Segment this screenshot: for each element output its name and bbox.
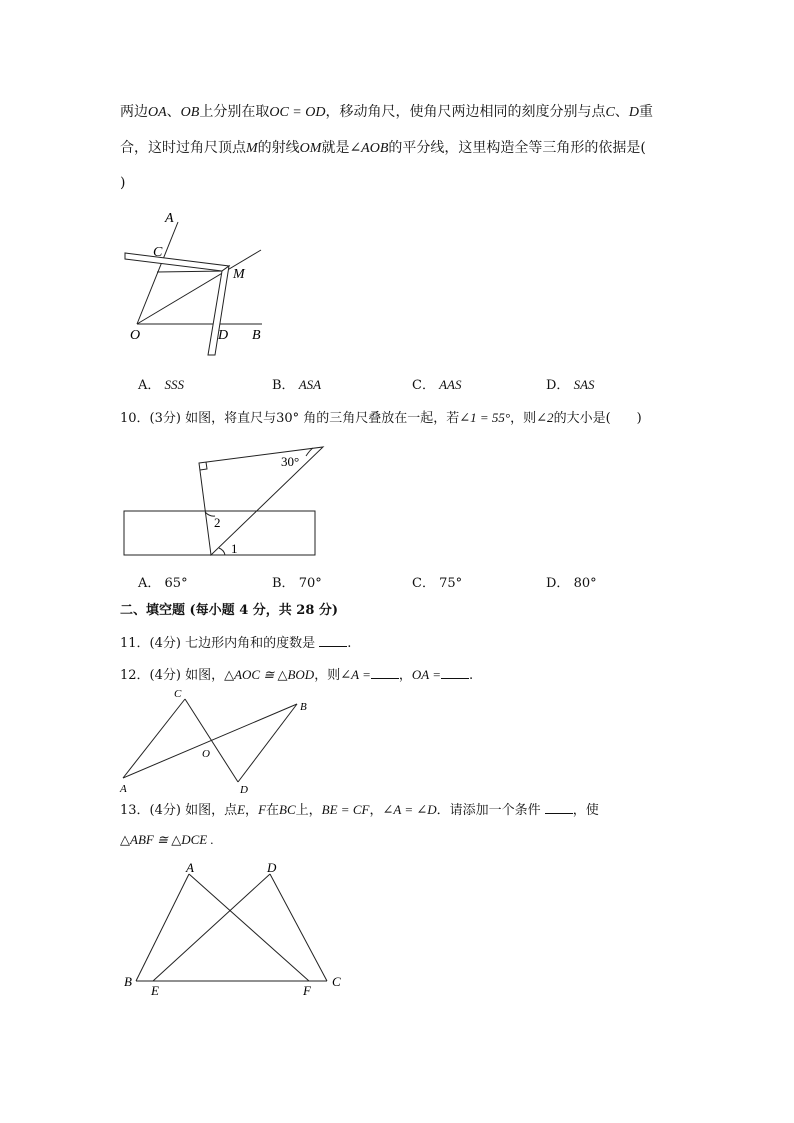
label-o: O [130,328,141,343]
q9-text: 的射线 [257,140,300,156]
label-c: C [174,688,182,700]
q10-text-pre: 10．(3分) 如图，将直尺与30° 角的三角尺叠放在一起，若 [120,411,460,426]
var-bc: BC [279,802,296,817]
label-d: D [218,328,229,343]
option-letter: B． [272,378,295,393]
section-heading: 二、填空题 (每小题 4 分，共 28 分) [120,603,339,618]
q9-text: ) [120,175,126,191]
angle-aob: ∠AOB [349,141,389,156]
label-a: A [186,860,194,875]
var-c: C [605,105,615,120]
congruence-aoc-bod: △AOC ≅ △BOD [224,667,315,682]
q13-text: 在 [266,803,280,818]
option-value: ASA [298,377,322,392]
var-m: M [246,141,258,156]
q13-text: 13．(4分) 如图，点 [120,803,238,818]
segment-af [189,874,309,981]
q13-text: ， [369,803,383,818]
label-1: 1 [231,541,238,556]
option-value: AAS [439,377,462,392]
option-value: SSS [164,377,185,392]
segment-ab [136,874,189,981]
angle-a: ∠A = [340,667,371,682]
q11-text-post: . [347,636,352,651]
q9-text: 上分别在取 [199,104,270,120]
var-oa: OA [148,105,167,120]
option-value: SAS [573,377,595,392]
var-f: F [258,802,267,817]
q13-text: ．请添加一个条件 [436,803,541,818]
option-value: 75° [439,576,463,591]
segment-dc [270,874,327,981]
option-letter: D． [546,576,570,591]
option-value: 70° [298,576,322,591]
q9-text: 两边 [120,104,148,120]
label-a: A [165,211,174,226]
q9-text: 、 [166,104,181,120]
label-a: A [120,783,127,795]
eq-angle-a-d: ∠A = ∠D [382,802,437,817]
label-c: C [153,245,163,260]
q13-text: 上， [295,803,322,818]
option-letter: A． [138,378,161,393]
option-letter: A． [138,576,161,591]
label-b: B [124,974,132,989]
label-f: F [303,983,311,998]
segment-oa: OA = [411,667,441,682]
label-b: B [300,701,307,713]
label-e: E [151,983,159,998]
q9-text: ，移动角尺，使角尺两边相同的刻度分别与点 [325,104,606,120]
q9-text: 重 [638,104,653,120]
q13-text: ， [245,803,259,818]
var-d: D [628,105,639,120]
q10-text-mid: ，则 [510,411,537,426]
angle-1: ∠1 = 55° [459,410,511,425]
option-letter: D． [546,378,570,393]
q10-text-post: 的大小是( ) [553,411,642,426]
option-value: 65° [164,576,188,591]
label-30deg: 30° [281,454,300,469]
q13-text: ，使 [572,803,599,818]
q9-text: 合，这时过角尺顶点 [120,140,246,156]
eq-be-cf: BE = CF [321,802,370,817]
angle-2: ∠2 [536,410,554,425]
var-e: E [237,802,246,817]
eq-oc-od: OC = OD [269,105,326,120]
q12-text-mid: ，则 [314,668,341,683]
option-value: 80° [573,576,597,591]
label-d: D [240,784,248,796]
q12-sep: ， [398,668,412,683]
q12-text-post: . [468,668,474,683]
label-o: O [202,748,210,760]
label-m: M [233,267,245,282]
q9-text: 就是 [321,140,350,156]
q9-text: 的平分线，这里构造全等三角形的依据是( [388,140,646,156]
var-ob: OB [180,105,200,120]
segment-de [153,874,270,981]
var-om: OM [299,141,322,156]
label-c: C [332,974,341,989]
label-d: D [267,860,277,875]
label-b: B [252,328,261,343]
q11-text-pre: 11．(4分) 七边形内角和的度数是 [120,636,316,651]
option-letter: C． [412,576,435,591]
label-2: 2 [214,515,221,530]
option-letter: C． [412,378,435,393]
q13-text-line2: △ABF ≅ △DCE . [120,832,214,847]
option-letter: B． [272,576,295,591]
q9-text: 、 [614,104,629,120]
q12-text-pre: 12．(4分) 如图， [120,668,225,683]
